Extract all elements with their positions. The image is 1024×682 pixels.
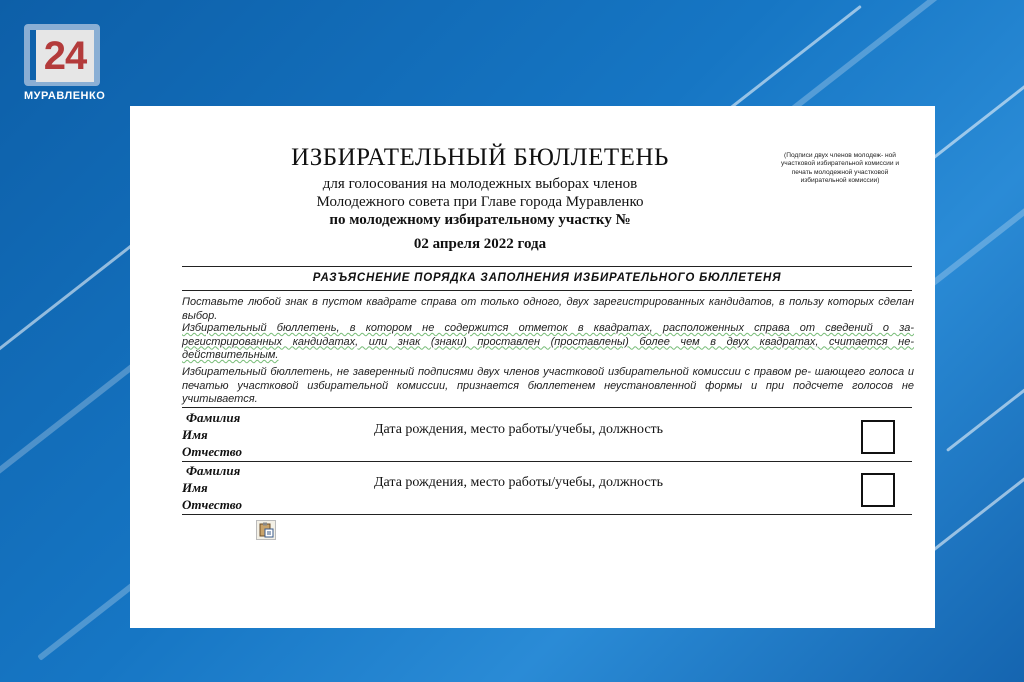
divider [182,290,912,291]
vote-checkbox[interactable] [861,420,895,454]
candidate-name-block [182,462,242,513]
ballot-date: 02 апреля 2022 года [413,236,547,252]
candidate-name-block [182,409,242,460]
candidate-patronymic: Отчество [182,497,242,512]
ballot-title: ИЗБИРАТЕЛЬНЫЙ БЮЛЛЕТЕНЬ [291,144,669,171]
ballot-document [130,106,935,628]
logo-number: 24 [36,30,94,82]
decor-streak [0,239,140,364]
divider [182,266,912,267]
instruction-paragraph: Избирательный бюллетень, в котором не содержится отметок в квадратах, расположенных справа от сведений о за- регистрированных кандидатах, или знак (знаки) проставлен (проставлены) более чем в двух квадратах, считается не- действительным. [182,322,914,361]
instruction-paragraph: Поставьте любой знак в пустом квадрате справа от только одного, двух зарегистрированных кандидатов, в пользу которых сделан выбор. [182,296,914,322]
vote-checkbox[interactable] [861,473,895,507]
paste-options-icon[interactable] [256,520,276,540]
candidate-last-name: Фамилия [186,410,241,425]
candidate-patronymic: Отчество [182,444,242,459]
instruction-paragraph: Избирательный бюллетень, не заверенный подписями двух членов участковой избирательной комиссии с правом ре- шающего голоса и печатью участковой избирательной комиссии, признается бюллетенем неустановленной формы и при подсчете голосов не учитывается. [182,366,914,405]
divider [182,407,912,408]
divider [182,461,912,462]
decor-streak [921,153,1024,293]
candidate-details: Дата рождения, место работы/учебы, должность [374,475,664,490]
decor-streak [946,351,1024,452]
decor-streak [718,5,862,118]
logo-city: МУРАВЛЕНКО [24,90,106,102]
ballot-district: по молодежному избирательному участку № [329,212,631,228]
channel-logo [24,24,104,102]
candidate-last-name: Фамилия [186,463,241,478]
instructions-title: РАЗЪЯСНЕНИЕ ПОРЯДКА ЗАПОЛНЕНИЯ ИЗБИРАТЕЛЬНОГО БЮЛЛЕТЕНЯ [312,272,782,284]
ballot-subtitle-line1: для голосования на молодежных выборах членов [322,176,638,192]
candidate-details: Дата рождения, место работы/учебы, должность [374,422,664,437]
ballot-subtitle-line2: Молодежного совета при Главе города Муравленко [316,194,644,210]
divider [182,514,912,515]
signature-note: (Подписи двух членов молодеж- ной участковой избирательной комиссии и печать молодежной участковой избирательной комиссии) [780,152,900,184]
candidate-first-name: Имя [182,427,208,442]
candidate-first-name: Имя [182,480,208,495]
decor-streak [786,0,995,115]
